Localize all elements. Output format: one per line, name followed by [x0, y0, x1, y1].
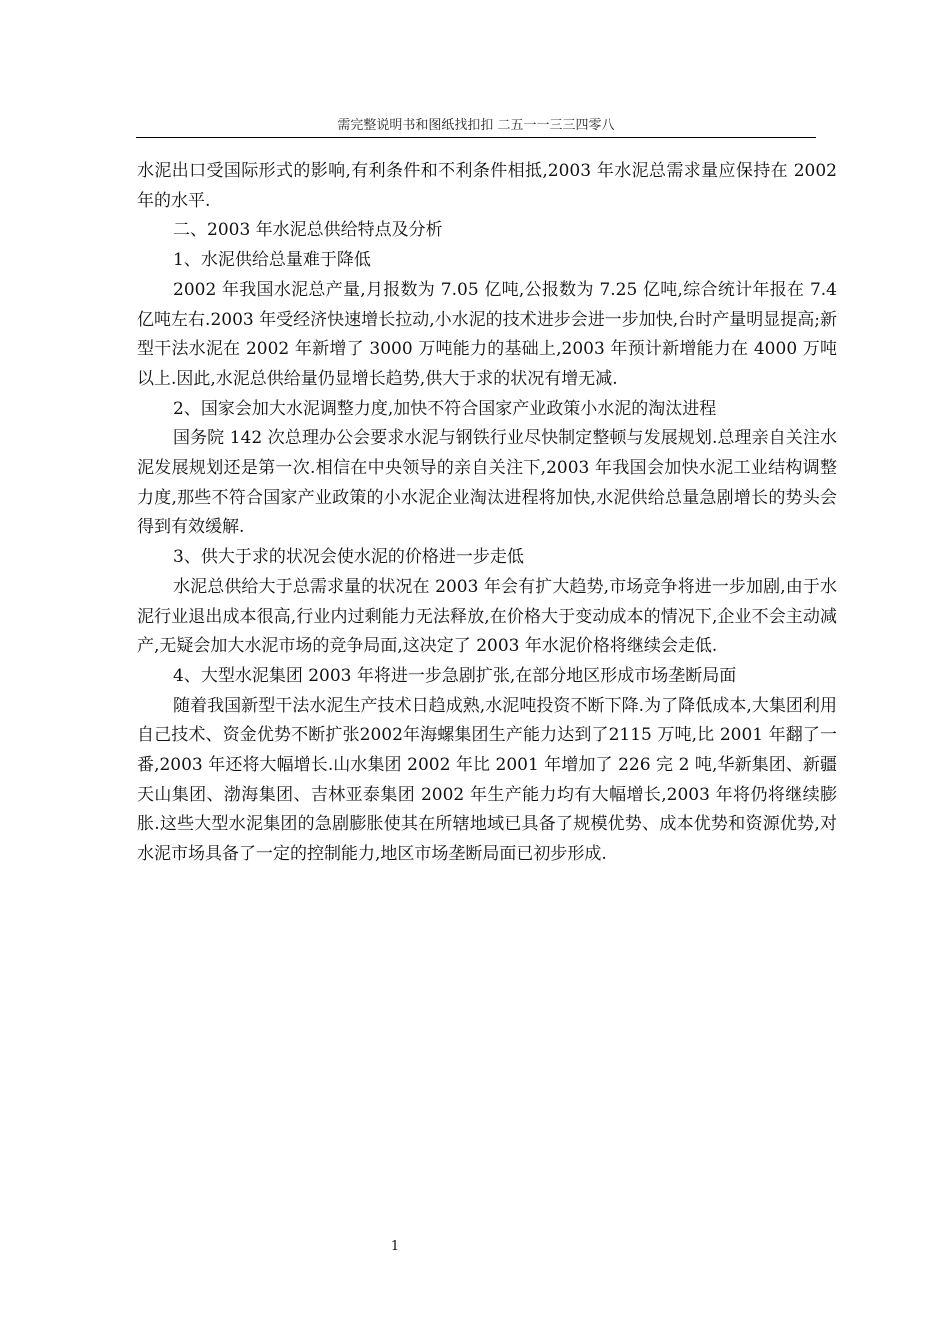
body-text [137, 157, 837, 870]
paragraph: 随着我国新型干法水泥生产技术日趋成熟,水泥吨投资不断下降.为了降低成本,大集团利用自己技术、资金优势不断扩张2002年海螺集团生产能力达到了2115 万吨,比 2001 年翻了一番,2003 年还将大幅增长.山水集团 2002 年比 2001 年增加了 226 完 2 吨,华新集团、新疆天山集团、渤海集团、吉林亚泰集团 2002 年生产能力均有大幅增长,2003 年将仍将继续膨胀.这些大型水泥集团的急剧膨胀使其在所辖地域已具备了规模优势、成本优势和资源优势,对水泥市场具备了一定的控制能力,地区市场垄断局面已初步形成. [137, 695, 837, 865]
paragraph: 水泥总供给大于总需求量的状况在 2003 年会有扩大趋势,市场竞争将进一步加剧,由于水泥行业退出成本很高,行业内过剩能力无法释放,在价格大于变动成本的情况下,企业不会主动减产,无疑会加大水泥市场的竞争局面,这决定了 2003 年水泥价格将继续会走低. [137, 576, 837, 657]
section-heading: 二、2003 年水泥总供给特点及分析 [173, 220, 443, 241]
subsection-heading: 3、供大于求的状况会使水泥的价格进一步走低 [173, 547, 524, 568]
header-divider [136, 137, 816, 138]
page-header: 需完整说明书和图纸找扣扣 二五一一三三四零八 [337, 118, 615, 133]
subsection-heading: 4、大型水泥集团 2003 年将进一步急剧扩张,在部分地区形成市场垄断局面 [173, 665, 737, 686]
subsection-heading: 2、国家会加大水泥调整力度,加快不符合国家产业政策小水泥的淘汰进程 [173, 398, 717, 419]
paragraph: 2002 年我国水泥总产量,月报数为 7.05 亿吨,公报数为 7.25 亿吨,综合统计年报在 7.4 亿吨左右.2003 年受经济快速增长拉动,小水泥的技术进步会进一步加快,台时产量明显提高;新型干法水泥在 2002 年新增了 3000 万吨能力的基础上,2003 年预计新增能力在 4000 万吨以上.因此,水泥总供给量仍显增长趋势,供大于求的状况有增无减. [137, 279, 837, 389]
subsection-heading: 1、水泥供给总量难于降低 [173, 250, 371, 271]
paragraph: 水泥出口受国际形式的影响,有利条件和不利条件相抵,2003 年水泥总需求量应保持在 2002 年的水平. [137, 161, 837, 211]
paragraph: 国务院 142 次总理办公会要求水泥与钢铁行业尽快制定整顿与发展规划.总理亲自关注水泥发展规划还是第一次.相信在中央领导的亲自关注下,2003 年我国会加快水泥工业结构调整力度,那些不符合国家产业政策的小水泥企业淘汰进程将加快,水泥供给总量急剧增长的势头会得到有效缓解. [137, 428, 837, 538]
page-number: 1 [390, 1239, 400, 1254]
